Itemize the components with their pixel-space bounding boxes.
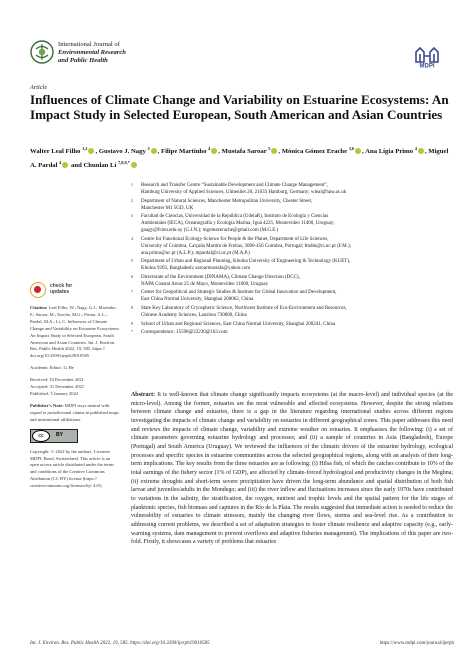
affiliation-text: Centre for Functional Ecology-Science for People & the Planet, Department of Life Sciences, University of Coimbra, Calçada Martim de Freitas, 3000-456 Coimbra, Portugal; fmdm@ci.uc.pt (F.M.); ana.primo@uc.pt (A.L.P.); mpardal@ci.uc.pt (M.A.P.) [141,236,352,256]
publisher-note-label: Publisher’s Note: [30,402,64,408]
author-entry: Miguel A. Pardal $^4$ and [30,148,449,170]
affiliation-item [131,306,453,320]
cc-logo: cc [32,430,50,442]
author-affiliation-ref: 4 [414,146,417,151]
check-for-updates-label: check for updates [50,282,73,295]
mdpi-logo-text: MDPI [419,63,435,68]
affiliation-text: Center for Geopolitical and Strategic Studies & Institute for Global Innovation and Development, East China Normal University, Shanghai 200062, China [141,290,337,303]
affiliation-item [131,275,453,289]
author-entry: Filipe Martinho $^4$ , [160,146,222,156]
citation-text: Leal Filho, W.; Nagy, G.J.; Martinho, F.; Saroar, M.; Erache, M.G.; Primo, A.L.; Pardal, M.A.; Li, C. Influences of Climate Change and Variability on Estuarine Ecosystems: An Impact Study in Selected European, South American and Asian Countries. Int. J. Environ. Res. Public Health 2022, 19, 585. https:// doi.org/10.3390/ijerph19010585 [30,305,120,359]
author-name[interactable]: Chunlan Li [83,162,117,170]
cc-by-text: BY [56,432,63,439]
author-affiliation-ref: 4 [208,146,211,151]
abstract-label: Abstract: [131,392,156,398]
publisher-note-text: MDPI stays neutral with regard to jurisdictional claims in published maps and institutional affiliations. [30,402,119,422]
check-for-updates-icon [30,282,46,298]
article-title: Influences of Climate Change and Variability on Estuarine Ecosystems: An Impact Study in Selected European, South American and Asian Countries [30,92,449,123]
footer-journal-url[interactable]: https://www.mdpi.com/journal/ijerph [379,641,454,646]
affiliation-item [131,290,453,304]
affiliation-text: Department of Natural Sciences, Manchester Metropolitan University, Chester Street, Manchester M1 5GD, UK [141,198,313,211]
affiliation-number: 5 [131,259,133,264]
dates-block [30,377,120,398]
affiliation-text: Directorate of the Environment (DINAMA), Climate Change Direction (DCC), NAPA Coastal Areas 25 de Mayo, Montevideo 11000, Uruguay [141,274,300,287]
orcid-icon[interactable] [418,148,424,154]
citation-block [30,305,120,360]
journal-name-line3: and Public Health [58,57,108,64]
author-name[interactable]: Filipe Martinho [160,148,207,156]
orcid-icon[interactable] [151,148,157,154]
page-footer [30,641,454,646]
accepted-date: Accepted: 31 December 2021 [30,384,85,390]
cc-by-license-icon[interactable] [30,429,78,443]
affiliation-text: State Key Laboratory of Cryospheric Science, Northwest Institute of Eco-Environment and Resources, Chinese Academy Sciences, Lanzhou 730000, China [141,306,347,318]
journal-logo-icon [30,40,54,64]
affiliation-item [131,237,453,258]
affiliations-list [131,183,453,339]
affiliation-number: 9 [131,321,133,326]
publisher-note [30,403,120,424]
author-name[interactable]: Walter Leal Filho [30,148,81,156]
affiliation-number: 4 [131,236,133,241]
received-date: Received: 10 December 2021 [30,377,84,383]
affiliation-number: 2 [131,198,133,203]
affiliation-text: Correspondence: 15598@22230@163.com [141,330,228,336]
article-sidebar [30,280,120,495]
author-entry: Walter Leal Filho $^{1,2}$ , [30,146,99,156]
abstract-text: It is well-known that climate change significantly impacts ecosystems (at the macro-level) and individual species (at the micro-level). Among the former, estuaries are the most vulnerable and affected ecosystems. However, despite the strong relations between climate change and estuaries, there is a gap in the literature regarding international studies across different regions investigating the impacts of climate change and variability on estuaries in different geographical zones. This paper addresses this need and reviews the impacts of climate change, variability and extreme weather on estuaries. It emphasises the following: (i) a set of climate parameters governing estuarine hydrology and processes; and (ii) a sample of countries in Asia (Bangladesh), Europe (Portugal) and South America (Uruguay). We reviewed the influences of the climatic drivers of the estuarine hydrology, ecological processes and specific species in estuarine communities across the selected geographical regions, along with an analysis of their long-term implications. The key results from the three estuaries are as following: (i) Hilsa fish, of which the catches contribute to 10% of the total earnings of the fishery sector (1% of GDP), are affected by climate-forced hydrological and productivity changes in the Meghna; (ii) extreme droughts and short-term severe precipitation have driven the long-term abundance and spatial distribution of both fish larvae and juveniles/adults in the Mondego; and (iii) the river inflow and fluctuations increases since the early 1970s have contributed to variations in the salinity, the stratification, the oxygen, nutrient and trophic levels and the spatial pattern for the life stages of planktonic species, fish biomass and captures in the Río de la Plata. The results suggested that immediate action is needed to reduce the vulnerability of estuaries to climate stressors, mainly the changing river flows, storms and sea-level rise. As a contribution to addressing current problems, we described a set of adaptation strategies to foster climate resilience and adaptive capacity (e.g., early-warning systems, dam management to prevent overflows and adaptive fisheries management). The implications of this paper are two-fold. Firstly, it showcases a variety of problems that estuaries [131,392,454,546]
author-name[interactable]: Gustavo J. Nagy [98,148,146,156]
article-type: Article [30,84,48,91]
affiliation-text: Research and Transfer Centre “Sustainable Development and Climate Change Management”, Hamburg University of Applied Sciences, Ulmenliet 20, 21033 Hamburg, Germany; wleal@haw.ac.uk [141,183,347,195]
editor-block [30,365,120,372]
affiliation-item [131,322,453,329]
affiliation-text: Department of Urban and Regional Planning, Khulna University of Engineering & Technology (KUET), Khulna 9203, Bangladesh; saroarmustafa@yahoo.com [141,259,351,272]
orcid-icon[interactable] [131,162,137,168]
affiliation-text: School of Urban and Regional Sciences, East China Normal University, Shanghai 200241, China [141,321,336,327]
orcid-icon[interactable] [355,148,361,154]
orcid-icon[interactable] [88,148,94,154]
affiliation-number: * [131,330,133,335]
affiliation-item [131,214,453,235]
author-affiliation-ref: 3,6 [348,146,355,151]
affiliation-number: 7 [131,290,133,295]
orcid-icon[interactable] [62,162,68,168]
mdpi-logo-icon [410,44,444,68]
author-affiliation-ref: 7,8,9,* [118,160,130,166]
author-name[interactable]: Mónica Gómez Erache [281,148,348,156]
affiliation-number: 8 [131,306,133,311]
author-name[interactable]: Ana Lígia Primo [365,148,414,156]
author-entry: Ana Lígia Primo $^4$ , [365,146,429,156]
orcid-icon[interactable] [211,148,217,154]
orcid-icon[interactable] [271,148,277,154]
check-for-updates-button[interactable] [30,280,120,299]
author-entry: Gustavo J. Nagy $^3$ , [98,146,161,156]
footer-citation[interactable]: Int. J. Environ. Res. Public Health 2022, 19, 585. https://doi.org/10.3390/ijerph19010585 [30,641,210,646]
affiliation-text: Facultad de Ciencias, Universidad de la República (UdelaR), Instituto de Ecología y Ciencias Ambientales (IECA), Oceanografía y Ecología Marina, Iguá 4225, Montevideo 11400, Uruguay; gnagy@fcien.edu.uy (G.J.N.); mgomezerache@gmail.com (M.G.E.) [141,214,335,234]
copyright-text: Copyright: © 2022 by the authors. Licensee MDPI, Basel, Switzerland. This article is an open access article distributed under the terms and conditions of the Creative Commons Attribution (CC BY) license (https:// creativecommons.org/licenses/by/ 4.0/). [30,448,115,489]
author-affiliation-ref: 4 [59,160,62,166]
affiliation-item [131,199,453,213]
affiliation-item [131,259,453,273]
abstract [131,391,453,547]
affiliation-item [131,183,453,197]
journal-name [58,41,126,65]
academic-editor-name: Li He [63,365,74,371]
affiliation-number: 6 [131,274,133,279]
author-entry: Mónica Gómez Erache $^{3,6}$ , [281,146,366,156]
journal-name-line1: International Journal of [58,41,120,48]
author-entry: Mustafa Saroar $^5$ , [221,146,282,156]
author-affiliation-ref: 1,2 [82,146,88,151]
author-entry [83,162,137,169]
author-affiliation-ref: 3 [147,146,150,151]
affiliation-item [131,330,453,337]
author-affiliation-ref: 5 [268,146,271,151]
academic-editor-label: Academic Editor: [30,365,63,371]
published-date: Published: 5 January 2022 [30,390,79,396]
citation-label: Citation: [30,305,48,310]
affiliation-number: 1 [131,183,133,187]
affiliation-number: 3 [131,214,133,219]
author-name[interactable]: Miguel A. Pardal [30,148,449,170]
author-list [30,143,450,171]
author-name[interactable]: Mustafa Saroar [221,148,267,156]
journal-name-line2: Environmental Research [58,49,126,56]
